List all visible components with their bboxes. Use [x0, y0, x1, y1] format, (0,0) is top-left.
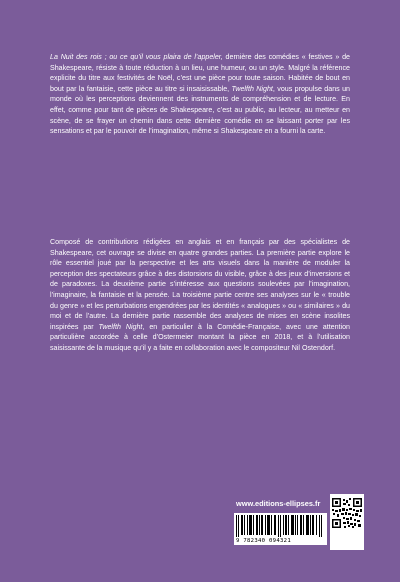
publisher-url[interactable]: www.editions-ellipses.fr	[236, 499, 321, 508]
play-title-english: Twelfth Night	[231, 84, 273, 93]
isbn-number: 9 782340 094321	[236, 538, 292, 544]
blurb-text: , en particulier à la Comédie-Française, avec une attention particulière accordée à celle d’Ostermeier montant la pièce en 2018, et à l’utilisation saisissante de la musique qu’il y a faite en collaboration avec le compositeur Nil Ostendorf.	[50, 322, 350, 352]
blurb-text: dernière des comédies « festives » de Shakespeare, résiste à toute réduction à un lieu, une humeur, ou un style. Malgré la référence explicite du titre aux festivités de Noël, c’est une pièce pour toute saison. Habitée de bout en bout par la fantaisie, cette pièce au titre si insaisissable,	[50, 53, 350, 93]
blurb-text: , vous propulse dans un monde où les perceptions deviennent des instruments de compréhension et de lecture. En effet, comme pour tant de pièces de Shakespeare, c’est au public, au lecteur, au metteur en scène, de se frayer un chemin dans cette dernière comédie en se laissant porter par les sensations et par le pouvoir de l’imagination, même si Shakespeare en a fourni la carte.	[50, 84, 350, 136]
play-title-english: Twelfth Night	[98, 322, 143, 331]
barcode-icon	[234, 513, 327, 545]
barcode-bars	[236, 515, 325, 537]
blurb-paragraph-1	[50, 52, 350, 137]
publisher-footer	[234, 494, 374, 554]
qr-code-icon[interactable]	[330, 494, 364, 550]
blurb-paragraph-2	[50, 237, 350, 354]
qr-code-pattern	[332, 498, 362, 528]
play-title-full: La Nuit des rois ; ou ce qu’il vous plaira de l’appeler,	[50, 53, 223, 61]
blurb-text: Composé de contributions rédigées en anglais et en français par des spécialistes de Shakespeare, cet ouvrage se divise en quatre grandes parties. La première partie explore le rôle essentiel joué par la perspective et les arts visuels dans la manière de moduler la perception des spectateurs grâce à des distorsions du visible, grâce à des jeux d’inversions et de paradoxes. La deuxième partie s’intéresse aux questions soulevées par l’imagination, l’imaginaire, la fantaisie et la pensée. La troisième partie centre ses analyses sur le « trouble du genre » et les perturbations engendrées par les identités « analogues » ou « similaires » du moi et de l’autre. La dernière partie rassemble des analyses de mises en scène insolites inspirées par	[50, 238, 350, 331]
